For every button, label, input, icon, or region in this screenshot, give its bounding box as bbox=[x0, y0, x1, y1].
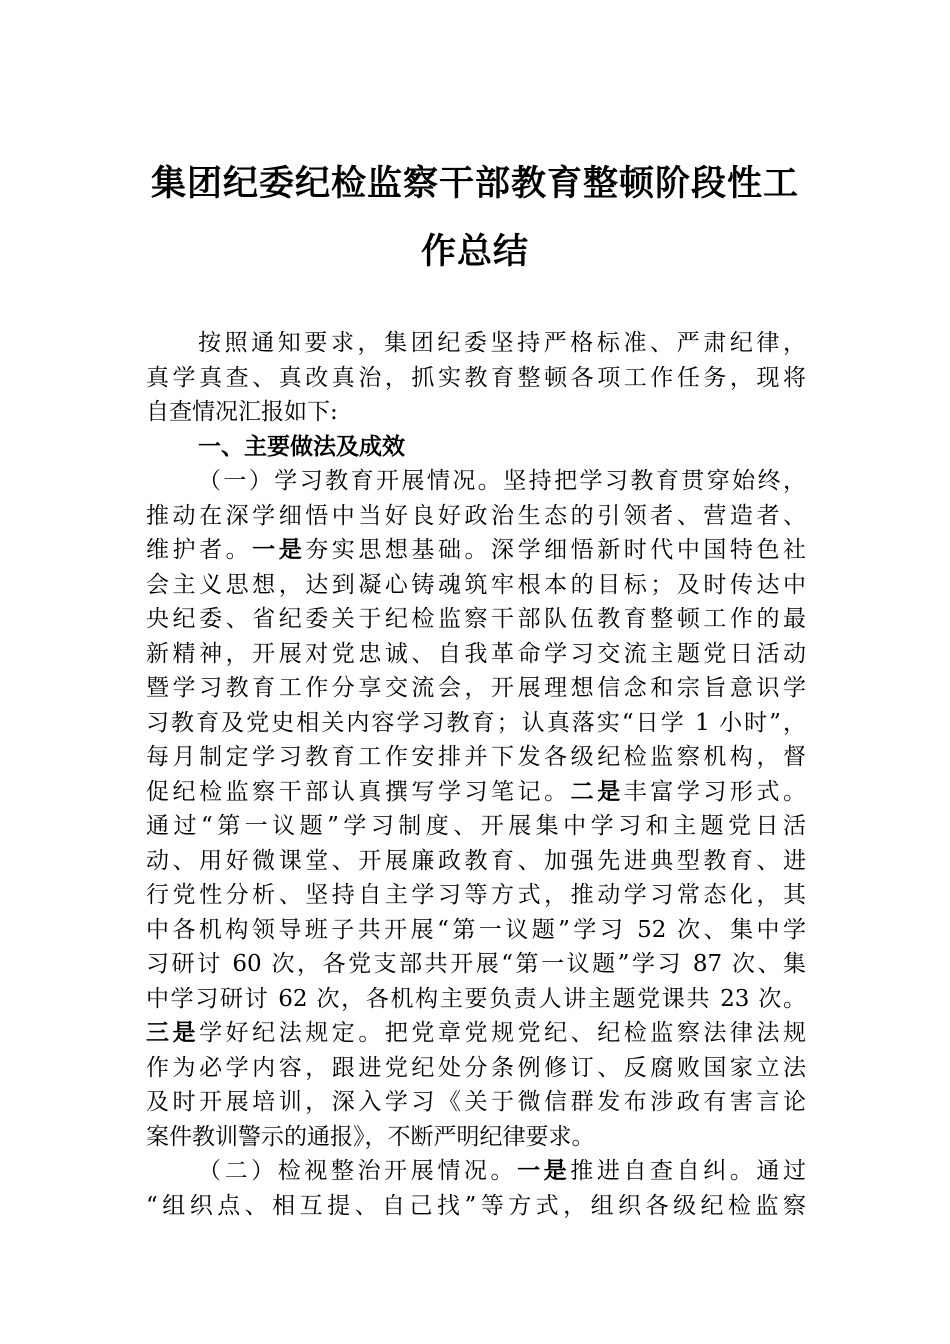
text-run: 推进自查自纠。通过 bbox=[570, 1158, 806, 1184]
paragraph-line: 通过“第一议题”学习制度、开展集中学习和主题党日活 bbox=[146, 813, 806, 839]
text-run: 夯实思想基础。深学细悟新时代中国特色社 bbox=[305, 537, 806, 563]
text-run: 学好纪法规定。把党章党规党纪、纪检监察法律法规 bbox=[199, 1020, 806, 1046]
paragraph-line: 每月制定学习教育工作安排并下发各级纪检监察机构，督 bbox=[146, 744, 806, 770]
bold-marker: 一是 bbox=[252, 537, 306, 563]
paragraph-line: 行党性分析、坚持自主学习等方式，推动学习常态化，其 bbox=[146, 882, 806, 908]
paragraph-line: “组织点、相互提、自己找”等方式，组织各级纪检监察 bbox=[146, 1192, 806, 1219]
text-run: 促纪检监察干部认真撰写学习笔记。 bbox=[146, 778, 571, 805]
text-run: 维护者。 bbox=[146, 537, 253, 563]
paragraph-line: （一）学习教育开展情况。坚持把学习教育贯穿始终， bbox=[198, 468, 806, 494]
document-body bbox=[146, 326, 806, 1223]
paragraph-line: 推动在深学细悟中当好良好政治生态的引领者、营造者、 bbox=[146, 502, 806, 529]
intro-line: 按照通知要求，集团纪委坚持严格标准、严肃纪律， bbox=[198, 330, 806, 356]
paragraph-line: 作为必学内容，跟进党纪处分条例修订、反腐败国家立法 bbox=[146, 1054, 806, 1081]
bold-marker: 三是 bbox=[146, 1020, 200, 1046]
intro-line: 真学真查、真改真治，抓实教育整顿各项工作任务，现将 bbox=[146, 364, 806, 391]
paragraph-line: 习研讨 60 次，各党支部共开展“第一议题”学习 87 次、集 bbox=[146, 951, 806, 977]
section-heading: 一、主要做法及成效 bbox=[198, 433, 405, 460]
paragraph-line: 及时开展培训，深入学习《关于微信群发布涉政有害言论 bbox=[146, 1089, 806, 1115]
paragraph-line bbox=[146, 775, 806, 810]
bold-marker: 二是 bbox=[570, 778, 624, 805]
intro-line: 自查情况汇报如下: bbox=[146, 399, 338, 425]
paragraph-line: 中学习研讨 62 次，各机构主要负责人讲主题党课共 23 次。 bbox=[146, 985, 806, 1012]
paragraph-line: 中各机构领导班子共开展“第一议题”学习 52 次、集中学 bbox=[146, 916, 806, 943]
paragraph-line: 会主义思想，达到凝心铸魂筑牢根本的目标；及时传达中 bbox=[146, 571, 806, 598]
paragraph-line: 暨学习教育工作分享交流会，开展理想信念和宗旨意识学 bbox=[146, 675, 806, 701]
paragraph-line: 动、用好微课堂、开展廉政教育、加强先进典型教育、进 bbox=[146, 847, 806, 874]
bold-marker: 一是 bbox=[517, 1158, 571, 1184]
paragraph-line: 央纪委、省纪委关于纪检监察干部队伍教育整顿工作的最 bbox=[146, 606, 806, 632]
text-run: （二）检视整治开展情况。 bbox=[198, 1158, 518, 1184]
text-run: 丰富学习形式。 bbox=[623, 778, 806, 805]
paragraph-line bbox=[146, 533, 806, 568]
document-title-line-2: 作总结 bbox=[420, 232, 529, 272]
paragraph-line: 新精神，开展对党忠诚、自我革命学习交流主题党日活动 bbox=[146, 640, 806, 667]
paragraph-line: 习教育及党史相关内容学习教育；认真落实“日学 1 小时”， bbox=[146, 709, 806, 736]
paragraph-line bbox=[146, 1154, 806, 1189]
paragraph-line: 案件教训警示的通报》，不断严明纪律要求。 bbox=[146, 1123, 595, 1150]
document-title-line-1: 集团纪委纪检监察干部教育整顿阶段性工 bbox=[150, 164, 799, 204]
paragraph-line bbox=[146, 1016, 806, 1051]
